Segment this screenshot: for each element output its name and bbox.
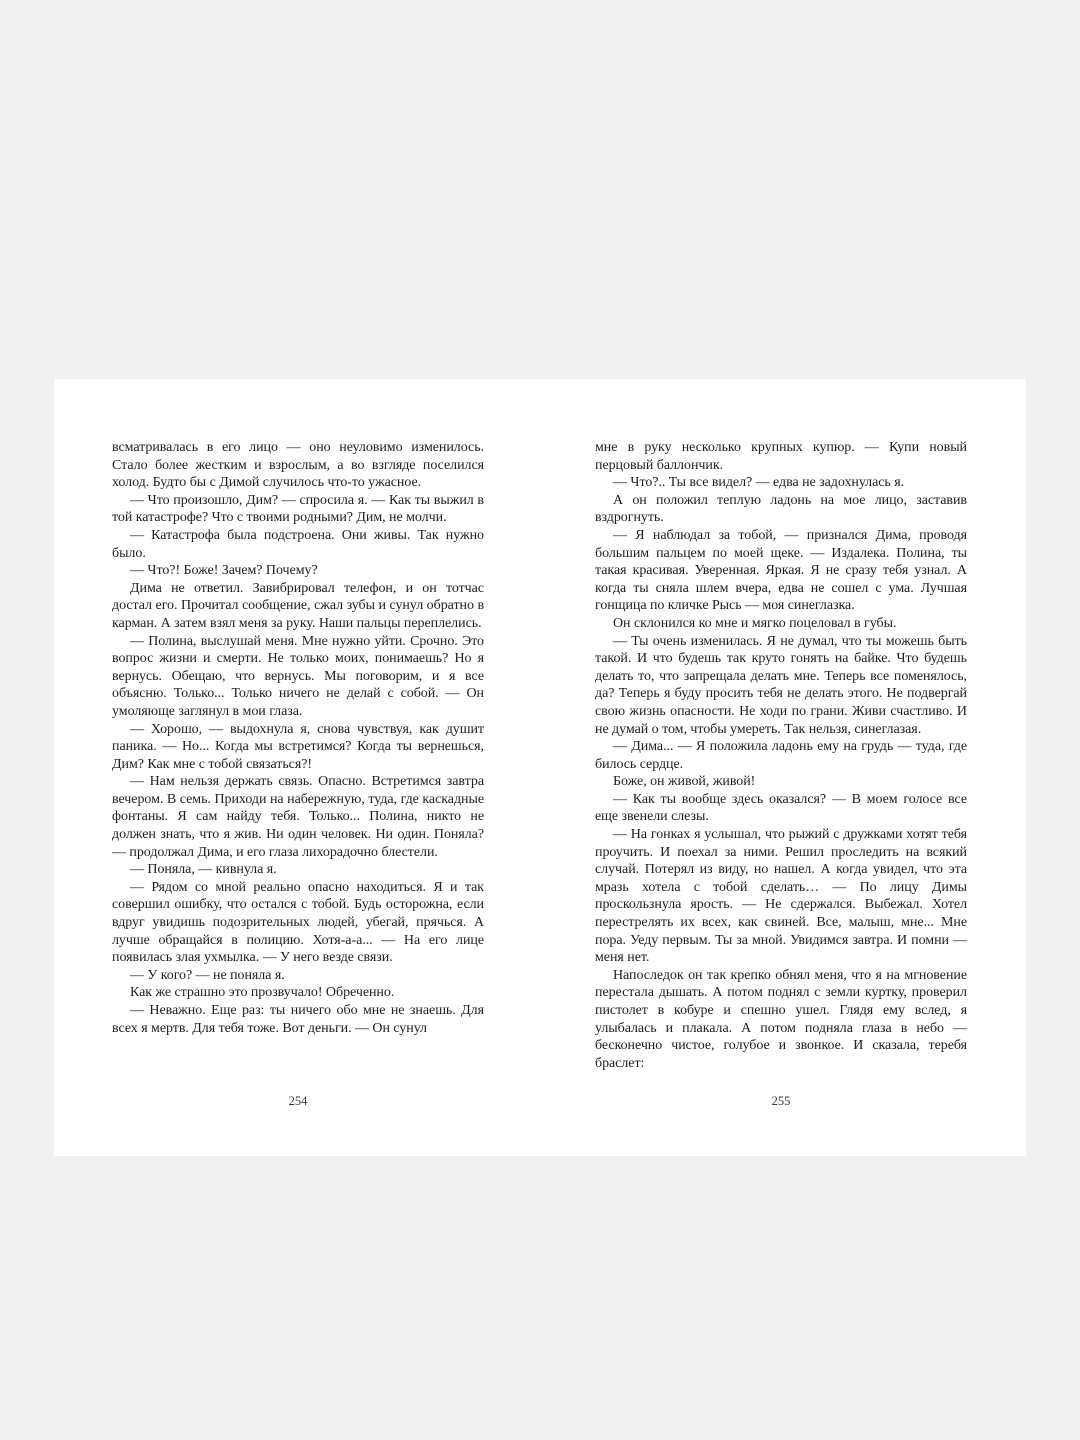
paragraph: — Хорошо, — выдохнула я, снова чувствуя, как душит паника. — Но... Когда мы встретимся? Когда ты вернешься, Дим? Как мне с тобой связаться?!: [112, 721, 484, 772]
paragraph: — Неважно. Еще раз: ты ничего обо мне не знаешь. Для всех я мертв. Для тебя тоже. Вот деньги. — Он сунул: [112, 1003, 484, 1036]
page-number-left: 254: [288, 1094, 308, 1108]
paragraph: — Что произошло, Дим? — спросила я. — Как ты выжил в той катастрофе? Что с твоими родными? Дим, не молчи.: [112, 492, 484, 526]
paragraph: — У кого? — не поняла я.: [130, 967, 285, 983]
paragraph: — Поняла, — кивнула я.: [130, 862, 277, 878]
paragraph: — Что?.. Ты все видел? — едва не задохнулась я.: [613, 475, 905, 491]
paragraph: Он склонился ко мне и мягко поцеловал в губы.: [613, 615, 897, 631]
left-page-text: [112, 439, 484, 1037]
paragraph: — Дима... — Я положила ладонь ему на грудь — туда, где билось сердце.: [595, 739, 967, 772]
paragraph: мне в руку несколько крупных купюр. — Купи новый перцовый баллончик.: [595, 440, 967, 473]
left-page: [112, 439, 484, 1109]
paragraph: — На гонках я услышал, что рыжий с дружками хотят тебя проучить. И поехал за ними. Решил проследить на всякий случай. Потерял из виду, но нашел. А когда увидел, что эта мразь хотела с тобой сделать… — По лицу Димы проскользнула ярость. — Не сдержался. Выбежал. Хотел перестрелять их всех, как свиней. Все, малыш, мне... Мне пора. Уеду первым. Ты за мной. Увидимся завтра. И помни — меня нет.: [595, 827, 967, 966]
paragraph: — Что?! Боже! Зачем? Почему?: [130, 563, 318, 579]
right-page: [595, 439, 967, 1109]
page-number-right: 255: [771, 1094, 791, 1108]
paragraph: — Как ты вообще здесь оказался? — В моем голосе все еще звенели слезы.: [595, 791, 967, 825]
paragraph: Боже, он живой, живой!: [613, 774, 756, 790]
paragraph: — Полина, выслушай меня. Мне нужно уйти. Срочно. Это вопрос жизни и смерти. Не только моих, понимаешь? Но я вернусь. Обещаю, что вернусь. Мы поговорим, и я все объясню. Только... Только ничего не делай с собой. — Он умоляюще заглянул в мои глаза.: [112, 633, 484, 719]
paragraph: Напоследок он так крепко обнял меня, что я на мгновение перестала дышать. А потом поднял с земли куртку, проверил пистолет в кобуре и спешно ушел. Глядя ему вслед, я улыбалась и плакала. А потом подняла глаза в небо — бесконечно чистое, голубое и звонкое. И сказала, теребя браслет:: [595, 967, 967, 1071]
book-spread: [54, 379, 1026, 1156]
paragraph: — Рядом со мной реально опасно находиться. Я и так совершил ошибку, что остался с тобой. Будь осторожна, если вдруг увидишь подозрительных людей, убегай, прячься. А лучше обращайся в полицию. Хотя-а-а... — На его лице появилась злая ухмылка. — У него везде связи.: [112, 879, 484, 966]
paragraph: Как же страшно это прозвучало! Обреченно.: [130, 985, 395, 1001]
paragraph: — Ты очень изменилась. Я не думал, что ты можешь быть такой. И что будешь так круто гонять на байке. Что будешь делать то, что запрещала делать мне. Теперь все поменялось, да? Теперь я буду просить тебя не делать этого. Не подвергай свою жизнь опасности. Не ходи по грани. Живи счастливо. И не думай о том, чтобы умереть. Так нельзя, синеглазая.: [595, 633, 967, 737]
paragraph: А он положил теплую ладонь на мое лицо, заставив вздрогнуть.: [595, 492, 967, 526]
paragraph: Дима не ответил. Завибрировал телефон, и он тотчас достал его. Прочитал сообщение, сжал зубы и сунул обратно в карман. А затем взял меня за руку. Наши пальцы переплелись.: [112, 580, 484, 631]
paragraph: — Я наблюдал за тобой, — признался Дима, проводя большим пальцем по моей щеке. — Издалека. Полина, ты такая красивая. Уверенная. Яркая. Я не сразу тебя узнал. А когда ты сняла шлем вчера, едва не сошел с ума. Лучшая гонщица по кличке Рысь — моя синеглазка.: [595, 527, 967, 614]
right-page-text: [595, 439, 967, 1072]
paragraph: — Нам нельзя держать связь. Опасно. Встретимся завтра вечером. В семь. Приходи на набережную, туда, где каскадные фонтаны. Я сам найду тебя. Только... Полина, никто не должен знать, что я жив. Ни один человек. Ни один. Поняла? — продолжал Дима, и его глаза лихорадочно блестели.: [112, 774, 484, 860]
paragraph: всматривалась в его лицо — оно неуловимо изменилось. Стало более жестким и взрослым, а во взгляде поселился холод. Будто бы с Димой случилось что-то ужасное.: [112, 440, 484, 491]
paragraph: — Катастрофа была подстроена. Они живы. Так нужно было.: [112, 527, 484, 561]
